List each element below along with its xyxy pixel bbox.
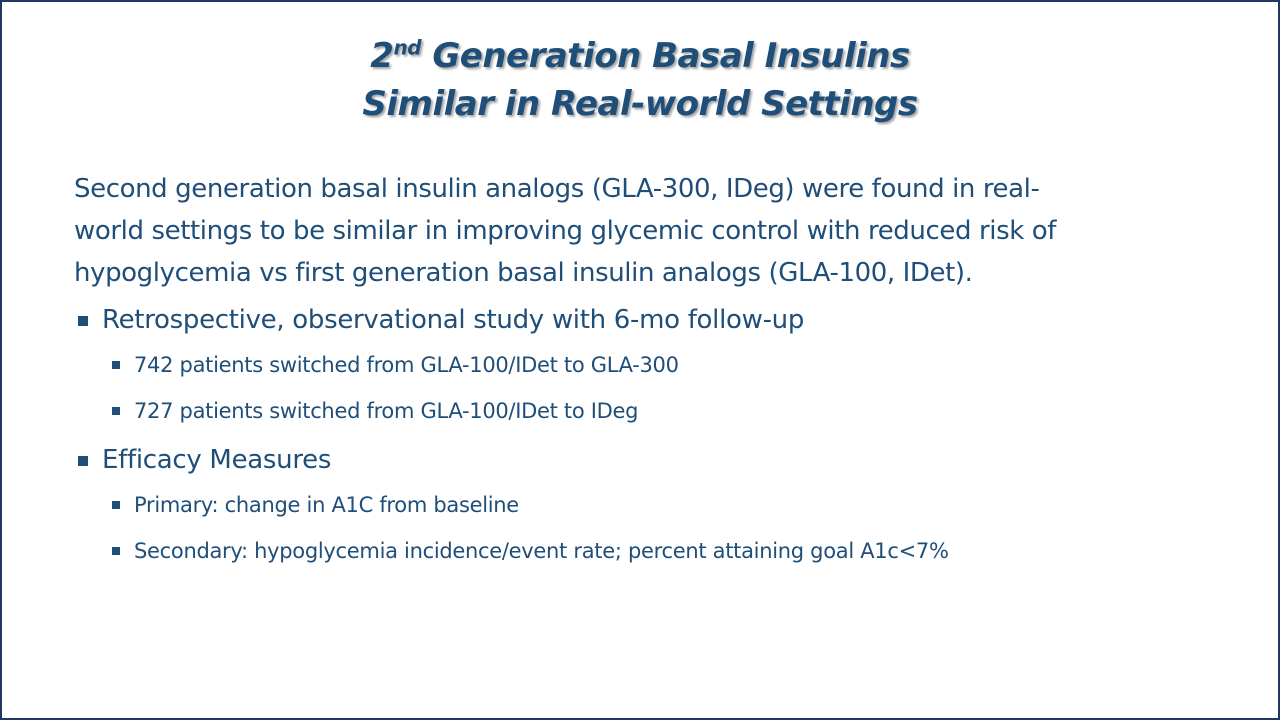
sub-bullet-text: 742 patients switched from GLA-100/IDet to GLA-300 — [134, 353, 679, 377]
sub-bullet-text: Primary: change in A1C from baseline — [134, 493, 519, 517]
title-line-1-text: Generation Basal Insulins — [421, 36, 910, 76]
title-superscript: nd — [393, 35, 422, 60]
bullet-study-design — [74, 302, 1224, 338]
square-bullet-icon — [112, 547, 120, 555]
title-line-2: Similar in Real-world Settings — [362, 84, 918, 124]
bullet-text: Retrospective, observational study with 6-mo follow-up — [102, 305, 805, 335]
intro-line: world settings to be similar in improving glycemic control with reduced risk of — [74, 216, 1056, 246]
sub-bullet-text: 727 patients switched from GLA-100/IDet to IDeg — [134, 399, 639, 423]
slide-title — [2, 32, 1278, 128]
bullet-text: Efficacy Measures — [102, 445, 332, 475]
title-line-1 — [2, 32, 1278, 80]
slide-body — [74, 168, 1224, 582]
title-number: 2 — [370, 36, 394, 76]
intro-line: hypoglycemia vs first generation basal insulin analogs (GLA-100, IDet). — [74, 258, 973, 288]
sub-bullet-primary-measure — [74, 490, 1224, 520]
square-bullet-icon — [78, 316, 88, 326]
sub-bullet-text: Secondary: hypoglycemia incidence/event rate; percent attaining goal A1c<7% — [134, 539, 949, 563]
intro-paragraph — [74, 168, 1224, 294]
square-bullet-icon — [112, 501, 120, 509]
square-bullet-icon — [78, 456, 88, 466]
sub-bullet-gla300-group — [74, 350, 1224, 380]
intro-line: Second generation basal insulin analogs (GLA-300, IDeg) were found in real- — [74, 174, 1040, 204]
sub-bullet-secondary-measure — [74, 536, 1224, 566]
bullet-efficacy-measures — [74, 442, 1224, 478]
sub-bullet-ideg-group — [74, 396, 1224, 426]
square-bullet-icon — [112, 361, 120, 369]
square-bullet-icon — [112, 407, 120, 415]
